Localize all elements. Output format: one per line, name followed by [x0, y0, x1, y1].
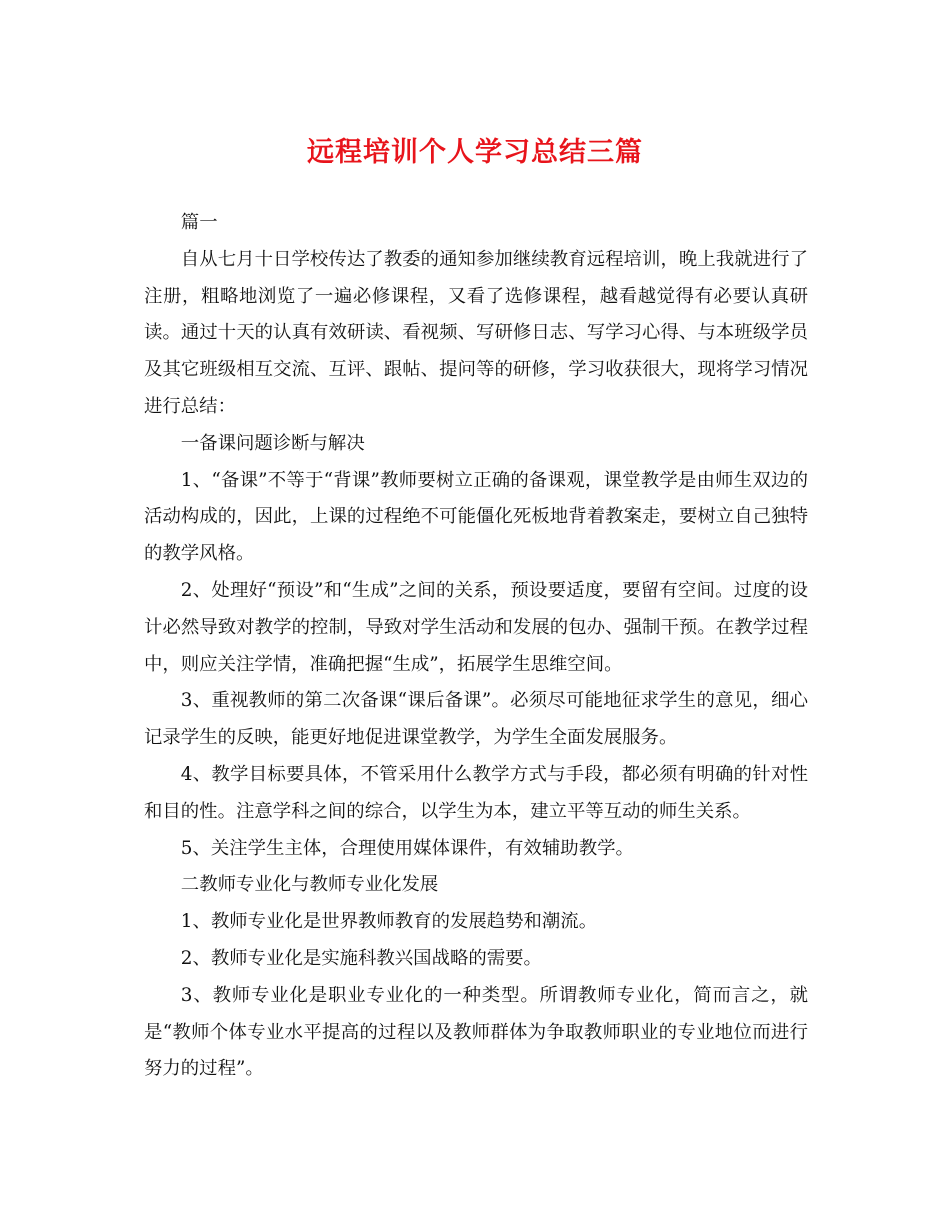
- paragraph: 2、教师专业化是实施科教兴国战略的需要。: [180, 947, 542, 969]
- paragraph: 3、重视教师的第二次备课“课后备课”。必须尽可能地征求学生的意见，细心记录学生的反映，能更好地促进课堂教学，为学生全面发展服务。: [144, 690, 808, 749]
- paragraph: 2、处理好“预设”和“生成”之间的关系，预设要适度，要留有空间。过度的设计必然导致对教学的控制，导致对学生活动和发展的包办、强制干预。在教学过程中，则应关注学情，准确把握“生成”，拓展学生思维空间。: [144, 579, 808, 675]
- paragraph: 4、教学目标要具体，不管采用什么教学方式与手段，都必须有明确的针对性和目的性。注意学科之间的综合，以学生为本，建立平等互动的师生关系。: [144, 763, 808, 822]
- paragraph: 自从七月十日学校传达了教委的通知参加继续教育远程培训，晚上我就进行了注册，粗略地浏览了一遍必修课程，又看了选修课程，越看越觉得有必要认真研读。通过十天的认真有效研读、看视频、写研修日志、写学习心得、与本班级学员及其它班级相互交流、互评、跟帖、提问等的研修，学习收获很大，现将学习情况进行总结：: [144, 248, 808, 417]
- section-heading-part-one: 篇一: [180, 212, 218, 233]
- paragraph: 1、教师专业化是世界教师教育的发展趋势和潮流。: [180, 911, 598, 933]
- paragraph: 3、教师专业化是职业专业化的一种类型。所谓教师专业化，简而言之，就是“教师个体专业水平提高的过程以及教师群体为争取教师职业的专业地位而进行努力的过程”。: [144, 984, 808, 1080]
- document-body: [144, 205, 808, 1088]
- paragraph: 1、“备课”不等于“背课”教师要树立正确的备课观，课堂教学是由师生双边的活动构成的，因此，上课的过程绝不可能僵化死板地背着教案走，要树立自己独特的教学风格。: [144, 469, 808, 565]
- section-heading: 一备课问题诊断与解决: [180, 432, 365, 454]
- document-title: 远程培训个人学习总结三篇: [307, 137, 643, 168]
- section-heading: 二教师专业化与教师专业化发展: [180, 874, 439, 896]
- paragraph: 5、关注学生主体，合理使用媒体课件，有效辅助教学。: [180, 837, 634, 859]
